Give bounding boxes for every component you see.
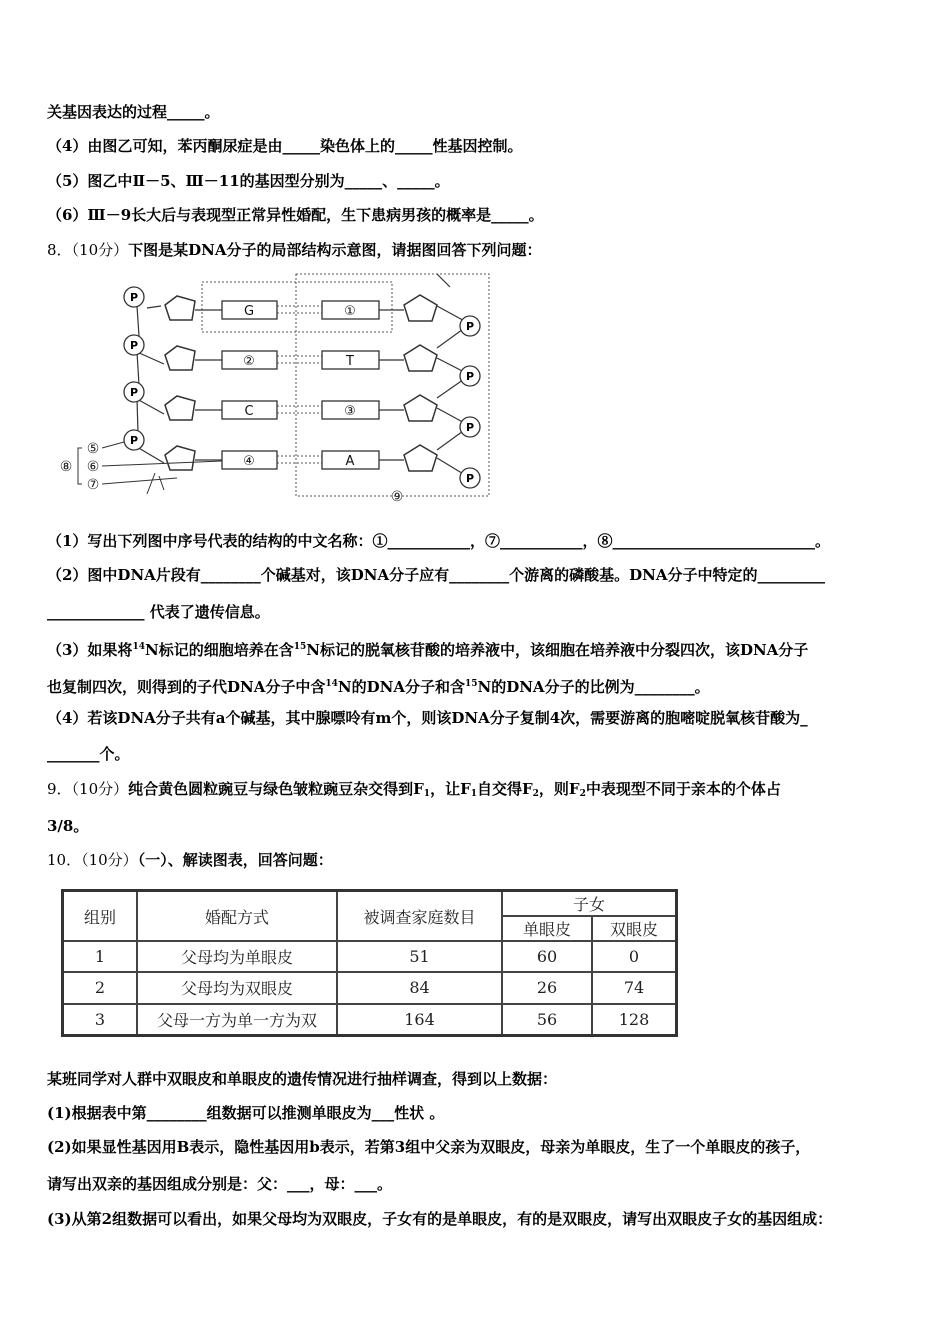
question-10-2: (2)如果显性基因用B表示，隐性基因用b表示，若第3组中父亲为双眼皮，母亲为单眼皮，生了一个单眼皮的孩子， xyxy=(47,1138,811,1156)
deoxyribose-left xyxy=(165,296,195,470)
table-cell: 56 xyxy=(502,1004,592,1036)
header-group: 组别 xyxy=(63,891,138,942)
subscript: 2 xyxy=(532,789,539,799)
phosphate-right-4: P xyxy=(465,472,475,485)
phosphate-left-2: P xyxy=(129,339,139,352)
text: N标记的脱氧核苷酸的培养液中，该细胞在培养液中分裂四次，该DNA分子 xyxy=(306,641,809,659)
text: ，则F xyxy=(538,780,580,798)
question-8-title xyxy=(47,239,542,261)
phosphate-right-2: P xyxy=(465,370,475,383)
question-9 xyxy=(47,778,781,805)
sugar xyxy=(165,346,195,370)
table-cell: 2 xyxy=(63,972,138,1003)
sugar xyxy=(404,445,437,471)
question-8-number: 8．（10分） xyxy=(47,241,129,259)
eyelid-survey-table xyxy=(61,889,678,1037)
question-8-text: 下图是某DNA分子的局部结构示意图，请据图回答下列问题： xyxy=(128,241,542,259)
eyelid-survey-table-image xyxy=(58,886,683,1041)
table-cell: 1 xyxy=(63,941,138,972)
base-right-2: T xyxy=(346,354,354,369)
table-cell: 74 xyxy=(592,972,677,1003)
table-cell: 84 xyxy=(337,972,502,1003)
sugar xyxy=(404,395,437,421)
question-8-2a: （2）图中DNA片段有________个碱基对，该DNA分子应有________个游离的磷酸基。DNA分子中特定的_________ xyxy=(47,566,826,584)
text: 自交得F xyxy=(476,780,533,798)
question-5: （5）图乙中Ⅱ－5、Ⅲ－11的基因型分别为_____、_____。 xyxy=(47,172,450,190)
question-6: （6）Ⅲ－9长大后与表现型正常异性婚配，生下患病男孩的概率是_____。 xyxy=(47,206,544,224)
phosphate-left-4: P xyxy=(129,434,139,447)
text-line-1: 关基因表达的过程_____。 xyxy=(47,103,220,121)
header-method: 婚配方式 xyxy=(137,891,337,942)
phosphate-right-3: P xyxy=(465,421,475,434)
text: 中表现型不同于亲本的个体占 xyxy=(585,780,781,798)
header-children: 子女 xyxy=(502,891,677,917)
superscript: 14 xyxy=(132,642,145,652)
label-8: ⑧ xyxy=(59,459,73,475)
text: N的DNA分子的比例为________。 xyxy=(477,678,710,696)
text: 也复制四次，则得到的子代DNA分子中含 xyxy=(47,678,326,696)
nucleotide-label-lines xyxy=(78,442,222,494)
table-cell: 26 xyxy=(502,972,592,1003)
table-cell: 128 xyxy=(592,1004,677,1036)
backbone-left xyxy=(137,306,222,463)
label-6: ⑥ xyxy=(86,459,100,475)
question-8-4a: （4）若该DNA分子共有a个碱基，其中腺嘌呤有m个，则该DNA分子复制4次，需要游离的胞嘧啶脱氧核苷酸为_ xyxy=(47,709,808,727)
table-cell: 父母均为双眼皮 xyxy=(137,972,337,1003)
superscript: 15 xyxy=(464,679,478,689)
base-left-4: ④ xyxy=(243,454,255,469)
phosphate-left-3: P xyxy=(129,386,139,399)
base-right-3: ③ xyxy=(344,404,356,419)
text: （3）如果将 xyxy=(47,641,133,659)
sugar xyxy=(165,446,195,470)
sugar xyxy=(165,396,195,420)
sugar xyxy=(404,295,437,321)
question-8-3b xyxy=(47,673,710,698)
base-left-2: ② xyxy=(243,354,255,369)
base-left-3: C xyxy=(244,404,254,419)
phosphate-right-1: P xyxy=(465,320,475,333)
label-7: ⑦ xyxy=(86,477,100,493)
question-10-3: (3)从第2组数据可以看出，如果父母均为双眼皮，子女有的是单眼皮，有的是双眼皮，请写出双眼皮子女的基因组成： xyxy=(47,1210,833,1228)
header-single: 单眼皮 xyxy=(502,916,592,941)
table-cell: 51 xyxy=(337,941,502,972)
superscript: 15 xyxy=(293,642,307,652)
subscript: 1 xyxy=(423,789,431,799)
paragraph-intro: 某班同学对人群中双眼皮和单眼皮的遗传情况进行抽样调查，得到以上数据： xyxy=(47,1070,558,1088)
table-cell: 父母均为单眼皮 xyxy=(137,941,337,972)
phosphate-left-1: P xyxy=(129,291,139,304)
question-10-number: 10．（10分） xyxy=(47,851,138,869)
table-cell: 60 xyxy=(502,941,592,972)
text: N标记的细胞培养在含 xyxy=(144,641,294,659)
base-right-1: ① xyxy=(344,304,356,319)
text: 纯合黄色圆粒豌豆与绿色皱粒豌豆杂交得到F xyxy=(128,780,424,798)
question-8-1: （1）写出下列图中序号代表的结构的中文名称：①___________，⑦___________，⑧___________________________。 xyxy=(47,532,830,550)
base-right-4: A xyxy=(345,454,355,469)
label-5: ⑤ xyxy=(86,441,100,457)
header-double: 双眼皮 xyxy=(592,916,677,941)
question-9-answer: 3/8。 xyxy=(47,817,89,835)
question-8-3a xyxy=(47,636,808,661)
text: N的DNA分子和含 xyxy=(337,678,465,696)
sugar xyxy=(404,345,437,371)
table-cell: 父母一方为单一方为双 xyxy=(137,1004,337,1036)
superscript: 14 xyxy=(325,679,338,689)
question-10-title xyxy=(47,849,333,871)
table-cell: 3 xyxy=(63,1004,138,1036)
question-10-2b: 请写出双亲的基因组成分别是：父：___，母：___。 xyxy=(47,1175,393,1193)
question-8-4b: _______个。 xyxy=(47,745,130,763)
question-8-2b: _____________ 代表了遗传信息。 xyxy=(47,603,270,621)
question-9-number: 9．（10分） xyxy=(47,780,129,798)
subscript: 2 xyxy=(579,789,586,799)
sugar xyxy=(165,296,195,320)
question-10-1: (1)根据表中第________组数据可以推测单眼皮为___性状 。 xyxy=(47,1104,445,1122)
label-9: ⑨ xyxy=(390,489,404,505)
base-left-1: G xyxy=(243,304,255,319)
text: ，让F xyxy=(430,780,471,798)
deoxyribose-right xyxy=(404,295,437,471)
header-families: 被调查家庭数目 xyxy=(337,891,502,942)
dna-structure-diagram xyxy=(52,268,497,508)
question-10-text: （一）、解读图表，回答问题： xyxy=(137,851,333,869)
subscript: 1 xyxy=(470,789,477,799)
table-cell: 164 xyxy=(337,1004,502,1036)
base-boxes xyxy=(222,301,379,469)
hydrogen-bonds xyxy=(277,306,322,463)
question-4: （4）由图乙可知，苯丙酮尿症是由_____染色体上的_____性基因控制。 xyxy=(47,137,523,155)
table-cell: 0 xyxy=(592,941,677,972)
